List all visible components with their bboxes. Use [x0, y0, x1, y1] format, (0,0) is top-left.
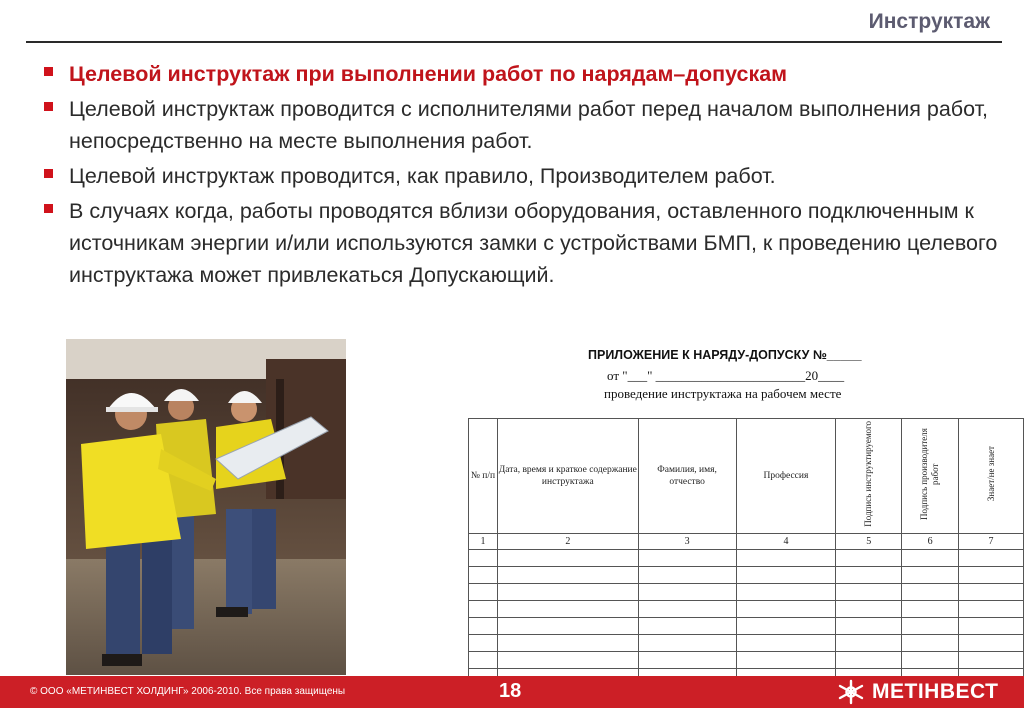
column-header: Знает/не знает	[985, 446, 996, 502]
footer-bar	[0, 676, 1024, 708]
page-number: 18	[499, 680, 522, 702]
bullet-item	[40, 58, 1000, 90]
table-row	[469, 567, 1024, 584]
form-date-line: от "___" _______________________20____	[607, 368, 845, 383]
bullet-square-icon	[44, 204, 53, 213]
column-header: Дата, время и краткое содержание инструктажа	[497, 419, 638, 534]
logo-text: МЕТІНВЕСТ	[872, 680, 999, 703]
column-number: 4	[736, 534, 836, 550]
workers-photo	[66, 339, 346, 675]
bullet-text: Целевой инструктаж проводится с исполнителями работ перед началом выполнения работ, непосредственно на месте выполнения работ.	[69, 97, 989, 153]
column-header: Фамилия, имя, отчество	[638, 419, 736, 534]
column-number: 5	[836, 534, 902, 550]
column-header-cell	[959, 419, 1024, 534]
column-number: 2	[497, 534, 638, 550]
bullet-text: Целевой инструктаж проводится, как правило, Производителем работ.	[69, 164, 776, 188]
bullet-square-icon	[44, 102, 53, 111]
bullet-list	[40, 58, 1000, 294]
column-header-cell	[836, 419, 902, 534]
column-number: 7	[959, 534, 1024, 550]
table-row	[469, 550, 1024, 567]
column-number: 3	[638, 534, 736, 550]
metinvest-snowflake-icon	[836, 679, 866, 705]
column-number: 6	[902, 534, 959, 550]
column-header: Подпись инструктируемого	[863, 421, 874, 527]
table-row	[469, 584, 1024, 601]
table-row	[469, 652, 1024, 669]
table-row	[469, 601, 1024, 618]
bullet-item	[40, 195, 1000, 291]
bullet-square-icon	[44, 67, 53, 76]
table-header-row	[469, 419, 1024, 534]
form-title: ПРИЛОЖЕНИЕ К НАРЯДУ-ДОПУСКУ №_____	[588, 348, 862, 362]
metinvest-logo	[836, 679, 998, 705]
column-number-row	[469, 534, 1024, 550]
column-header: Подпись производителя работ	[919, 428, 941, 520]
slide-title: Инструктаж	[868, 10, 990, 33]
bullet-text: Целевой инструктаж при выполнении работ по нарядам–допускам	[69, 62, 788, 86]
column-header: Профессия	[736, 419, 836, 534]
bullet-item	[40, 93, 1000, 157]
bullet-square-icon	[44, 169, 53, 178]
title-divider	[26, 41, 1002, 43]
bullet-text: В случаях когда, работы проводятся вблизи оборудования, оставленного подключенным к источникам энергии и/или используются замки с устройствами БМП, к проведению целевого инструктажа может привлекаться Допускающий.	[69, 199, 998, 287]
column-number: 1	[469, 534, 498, 550]
form-subtitle: проведение инструктажа на рабочем месте	[604, 386, 842, 401]
table-row	[469, 635, 1024, 652]
instruction-form-table	[468, 418, 1024, 686]
workers-illustration	[66, 339, 346, 675]
table-row	[469, 618, 1024, 635]
copyright-text: © ООО «МЕТИНВЕСТ ХОЛДИНГ» 2006-2010. Все права защищены	[30, 686, 346, 697]
column-header: № п/п	[469, 419, 498, 534]
bullet-item	[40, 160, 1000, 192]
column-header-cell	[902, 419, 959, 534]
